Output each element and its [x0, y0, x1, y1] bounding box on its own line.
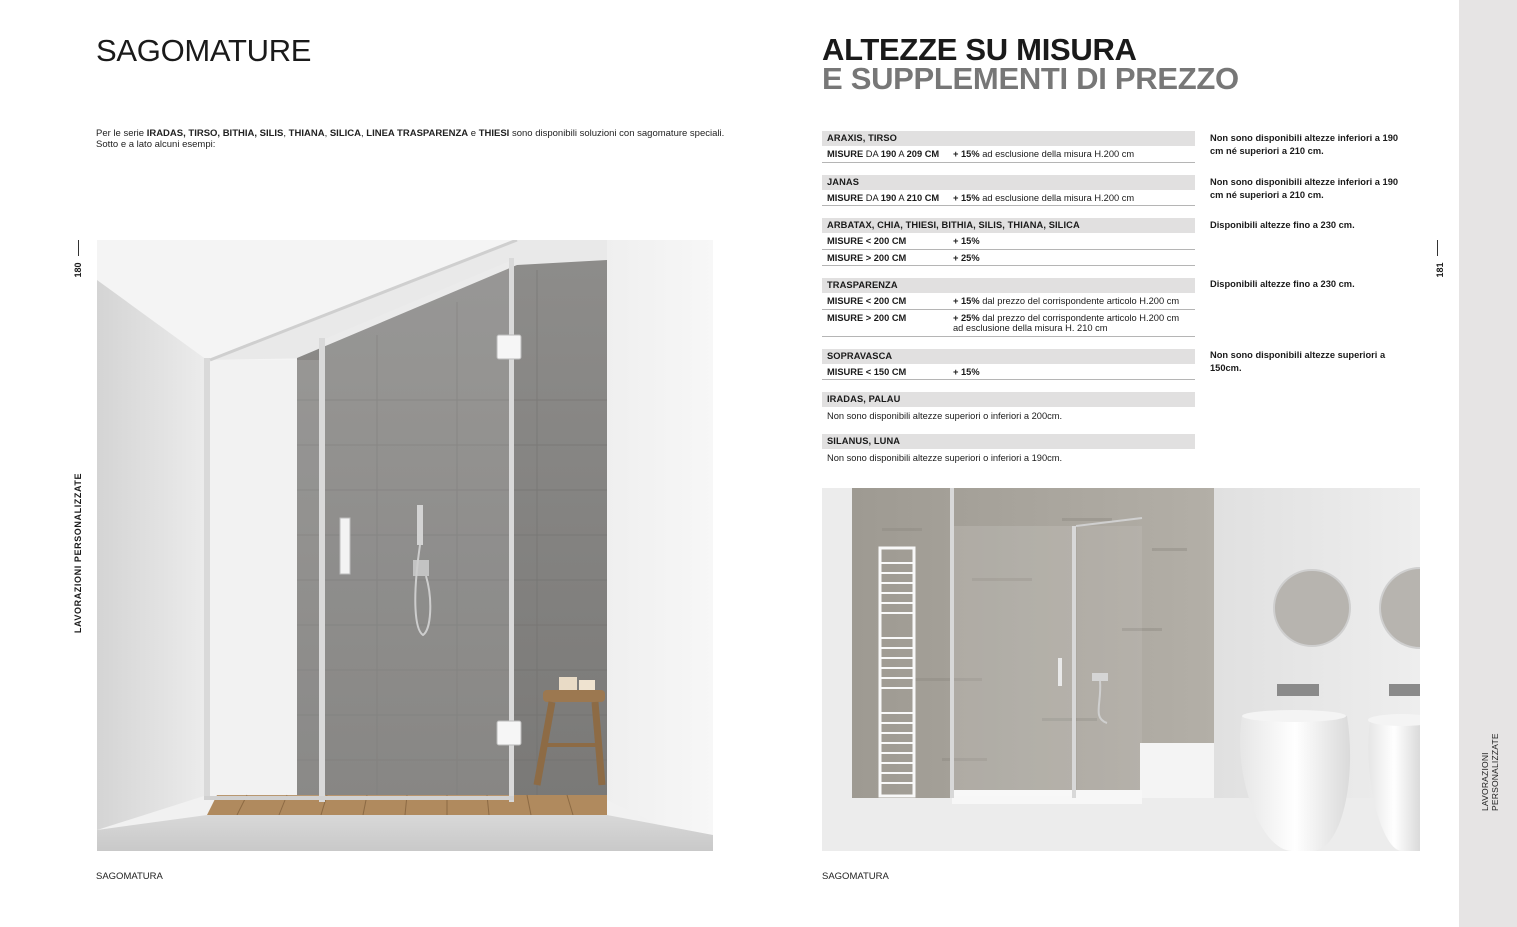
- size-label: MISURE < 200 CM: [827, 296, 907, 306]
- table-row: [822, 310, 1195, 337]
- page-number-right: 181: [1435, 262, 1445, 278]
- group-note: Non sono disponibili altezze superiori o inferiori a 190cm.: [827, 453, 1063, 463]
- supplement-cell: [953, 193, 1190, 204]
- side-tab-line-2: PERSONALIZZATE: [1489, 733, 1500, 811]
- page-title-right: [822, 32, 1239, 96]
- table-row: [822, 364, 1195, 381]
- intro-series-5: THIESI: [478, 128, 510, 139]
- supplement-pct: + 15%: [953, 192, 980, 203]
- group-arbatax: [822, 218, 1195, 266]
- supplement-pct: + 15%: [953, 149, 980, 159]
- photo-caption-right: SAGOMATURA: [822, 871, 889, 882]
- size-label: MISURE > 200 CM: [827, 252, 907, 263]
- note-arbatax: Disponibili altezze fino a 230 cm.: [1210, 220, 1355, 230]
- size-label: MISURE: [827, 192, 864, 203]
- table-row: [822, 233, 1195, 250]
- size-cell: [827, 193, 953, 204]
- size-cell: [827, 367, 953, 378]
- group-header: IRADAS, PALAU: [822, 392, 1195, 407]
- side-tab-line-1: LAVORAZIONI: [1480, 752, 1490, 811]
- size-cell: [827, 149, 953, 160]
- group-silanus: [822, 434, 1195, 464]
- group-header: SILANUS, LUNA: [822, 434, 1195, 449]
- intro-paragraph: [96, 128, 736, 150]
- intro-text: sono disponibili soluzioni con sagomature speciali.: [509, 128, 725, 139]
- size-to: 209 CM: [906, 149, 940, 159]
- supplement-cell: [953, 149, 1190, 160]
- intro-text: e: [468, 128, 479, 139]
- size-from: 190: [880, 192, 897, 203]
- size-label: MISURE > 200 CM: [827, 312, 907, 323]
- group-note: Non sono disponibili altezze superiori o inferiori a 200cm.: [827, 411, 1063, 421]
- note-sopravasca: Non sono disponibili altezze superiori a 150cm.: [1210, 350, 1386, 373]
- size-cell: [827, 313, 953, 334]
- size-cell: [827, 253, 953, 264]
- supplement-pct: + 25%: [953, 252, 980, 263]
- title-line-2: E SUPPLEMENTI DI PREZZO: [822, 61, 1239, 96]
- page-number-left: 180: [73, 262, 83, 278]
- photo-caption-left: SAGOMATURA: [96, 871, 163, 882]
- intro-text: ,: [360, 128, 367, 139]
- intro-text: Per le serie: [96, 128, 147, 139]
- size-text: A: [896, 192, 907, 203]
- page-number-rule-right: [1437, 240, 1438, 256]
- supplement-pct: + 15%: [953, 366, 980, 377]
- size-text: A: [896, 149, 907, 159]
- intro-text: ,: [324, 128, 330, 139]
- supplement-text: dal prezzo del corrispondente articolo H.200 cm: [979, 296, 1180, 306]
- intro-line-2: Sotto e a lato alcuni esempi:: [96, 139, 216, 150]
- intro-series-2: THIANA: [288, 128, 325, 139]
- group-header: TRASPARENZA: [822, 278, 1195, 293]
- intro-series-3: SILICA: [329, 128, 361, 139]
- supplement-cell: [953, 253, 1190, 264]
- group-header: ARBATAX, CHIA, THIESI, BITHIA, SILIS, THIANA, SILICA: [822, 218, 1195, 233]
- supplement-text: ad esclusione della misura H.200 cm: [979, 192, 1135, 203]
- price-supplement-table: [822, 131, 1195, 476]
- side-tab-label: [1480, 733, 1500, 811]
- intro-series-4: LINEA TRASPARENZA: [366, 128, 469, 139]
- group-header: SOPRAVASCA: [822, 349, 1195, 364]
- intro-series-1: IRADAS, TIRSO, BITHIA, SILIS: [146, 128, 284, 139]
- note-trasparenza: Disponibili altezze fino a 230 cm.: [1210, 279, 1355, 289]
- supplement-text: ad esclusione della misura H.200 cm: [979, 149, 1135, 159]
- table-row: [822, 146, 1195, 163]
- supplement-pct: + 15%: [953, 296, 980, 306]
- table-row: [822, 293, 1195, 310]
- size-cell: [827, 296, 953, 307]
- page-number-rule-left: [78, 240, 79, 256]
- table-row: [822, 190, 1195, 207]
- size-cell: [827, 236, 953, 247]
- supplement-cell: [953, 313, 1190, 334]
- group-header: JANAS: [822, 175, 1195, 190]
- title-line-1: ALTEZZE SU MISURA: [822, 32, 1137, 67]
- supplement-pct: + 25%: [953, 312, 980, 323]
- intro-text: ,: [283, 128, 289, 139]
- shower-photo-sloped: [97, 240, 713, 851]
- size-to: 210 CM: [906, 192, 940, 203]
- size-label: MISURE < 150 CM: [827, 366, 907, 377]
- table-row: [822, 250, 1195, 267]
- group-janas: [822, 175, 1195, 207]
- supplement-cell: [953, 296, 1190, 307]
- section-label-vertical: LAVORAZIONI PERSONALIZZATE: [73, 472, 83, 634]
- group-iradas: [822, 392, 1195, 422]
- size-text: DA: [863, 192, 881, 203]
- supplement-text: ad esclusione della misura H. 210 cm: [953, 323, 1108, 333]
- group-header: ARAXIS, TIRSO: [822, 131, 1195, 146]
- size-label: MISURE < 200 CM: [827, 236, 907, 246]
- group-araxis: [822, 131, 1195, 163]
- supplement-cell: [953, 367, 1190, 378]
- group-sopravasca: [822, 349, 1195, 381]
- size-from: 190: [880, 149, 897, 159]
- page-title-left: SAGOMATURE: [96, 33, 312, 68]
- group-trasparenza: [822, 278, 1195, 337]
- note-araxis: Non sono disponibili altezze inferiori a 190 cm né superiori a 210 cm.: [1210, 133, 1399, 156]
- shower-photo-niche: [822, 488, 1420, 851]
- size-label: MISURE: [827, 149, 864, 159]
- supplement-text: dal prezzo del corrispondente articolo H.200 cm: [979, 312, 1180, 323]
- supplement-pct: + 15%: [953, 236, 980, 246]
- supplement-cell: [953, 236, 1190, 247]
- note-janas: Non sono disponibili altezze inferiori a 190 cm né superiori a 210 cm.: [1210, 177, 1399, 200]
- size-text: DA: [863, 149, 881, 159]
